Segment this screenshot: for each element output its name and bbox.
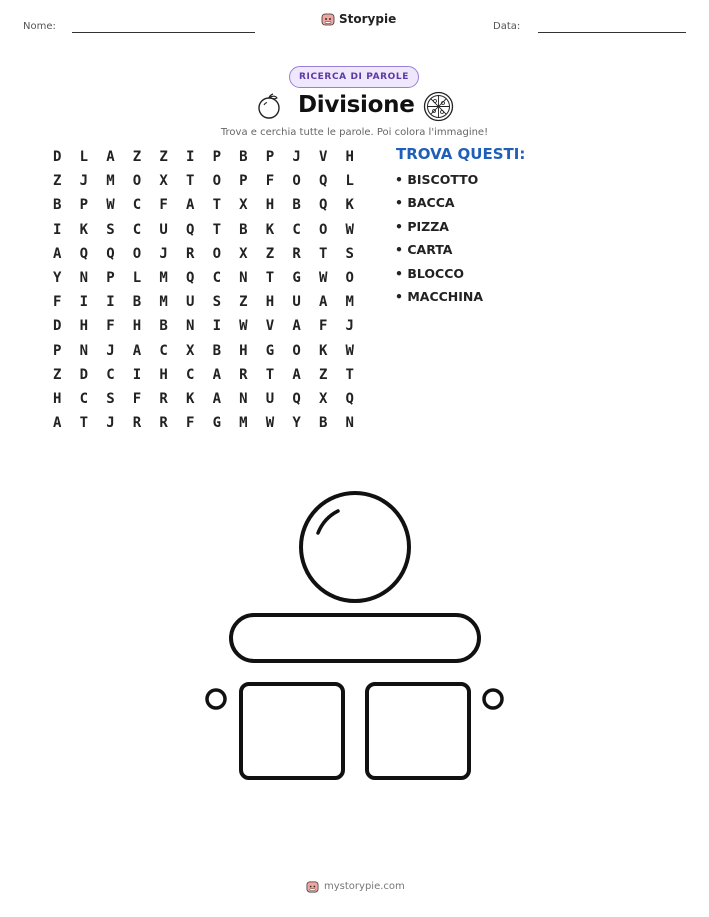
- picture-bar[interactable]: [231, 615, 479, 661]
- grid-letter[interactable]: T: [79, 415, 89, 432]
- grid-letter[interactable]: P: [212, 149, 221, 165]
- grid-letter[interactable]: R: [239, 366, 248, 383]
- grid-letter[interactable]: A: [292, 366, 301, 383]
- grid-row: [46, 148, 365, 172]
- grid-letter[interactable]: F: [132, 390, 142, 407]
- grid-letter[interactable]: V: [265, 318, 275, 335]
- grid-letter[interactable]: S: [212, 294, 221, 311]
- grid-row: [46, 245, 365, 269]
- grid-letter[interactable]: K: [345, 197, 354, 214]
- grid-letter[interactable]: M: [239, 415, 248, 432]
- grid-letter[interactable]: K: [265, 221, 275, 238]
- grid-letter[interactable]: I: [185, 149, 195, 165]
- grid-row: [46, 196, 365, 220]
- footer: [306, 880, 405, 893]
- grid-letter[interactable]: N: [185, 318, 195, 335]
- grid-letter[interactable]: J: [79, 173, 89, 190]
- grid-letter[interactable]: C: [159, 342, 168, 359]
- grid-letter[interactable]: T: [265, 366, 275, 383]
- grid-letter[interactable]: W: [318, 269, 328, 286]
- grid-letter[interactable]: B: [212, 342, 221, 359]
- grid-letter[interactable]: I: [79, 294, 89, 311]
- grid-letter[interactable]: S: [345, 245, 354, 262]
- word-list: [395, 170, 483, 310]
- grid-row: [46, 342, 365, 366]
- grid-letter[interactable]: Z: [318, 366, 328, 383]
- grid-row: [46, 390, 365, 414]
- grid-letter[interactable]: S: [106, 221, 115, 238]
- grid-letter[interactable]: T: [318, 245, 328, 262]
- grid-letter[interactable]: T: [345, 366, 354, 383]
- grid-letter[interactable]: R: [159, 415, 168, 432]
- grid-letter[interactable]: D: [79, 366, 89, 383]
- grid-letter[interactable]: C: [79, 390, 89, 407]
- grid-letter[interactable]: P: [79, 197, 89, 214]
- grid-letter[interactable]: B: [239, 149, 248, 165]
- grid-letter[interactable]: L: [345, 173, 354, 190]
- name-label: Nome:: [23, 21, 56, 32]
- grid-letter[interactable]: U: [292, 294, 301, 311]
- grid-letter[interactable]: F: [265, 173, 275, 190]
- grid-letter[interactable]: Z: [53, 366, 62, 383]
- grid-letter[interactable]: B: [292, 197, 301, 214]
- grid-letter[interactable]: A: [185, 197, 195, 214]
- grid-letter[interactable]: O: [212, 245, 221, 262]
- grid-letter[interactable]: R: [185, 245, 195, 262]
- grid-letter[interactable]: R: [132, 415, 142, 432]
- grid-letter[interactable]: F: [185, 415, 195, 432]
- grid-letter[interactable]: N: [239, 269, 248, 286]
- grid-letter[interactable]: D: [53, 149, 62, 165]
- grid-letter[interactable]: P: [106, 269, 115, 286]
- word-item: • BACCA: [395, 195, 455, 211]
- name-line[interactable]: [72, 32, 255, 33]
- grid-letter[interactable]: M: [106, 173, 115, 190]
- grid-letter[interactable]: W: [239, 318, 248, 335]
- brand-name: Storypie: [339, 12, 397, 26]
- grid-letter[interactable]: I: [212, 318, 221, 335]
- grid-letter[interactable]: F: [106, 318, 115, 335]
- grid-letter[interactable]: J: [106, 415, 115, 432]
- grid-letter[interactable]: O: [132, 245, 142, 262]
- grid-letter[interactable]: N: [79, 269, 89, 286]
- grid-letter[interactable]: O: [132, 173, 142, 190]
- grid-letter[interactable]: Y: [53, 269, 62, 286]
- grid-letter[interactable]: A: [132, 342, 142, 359]
- grid-letter[interactable]: A: [212, 390, 221, 407]
- grid-letter[interactable]: Z: [239, 294, 248, 311]
- grid-letter[interactable]: T: [212, 197, 221, 214]
- grid-letter[interactable]: F: [159, 197, 168, 214]
- brand-logo: [321, 12, 396, 26]
- grid-letter[interactable]: W: [106, 197, 115, 214]
- grid-letter[interactable]: U: [159, 221, 168, 238]
- grid-letter[interactable]: O: [212, 173, 221, 190]
- grid-row: [46, 414, 365, 438]
- grid-letter[interactable]: Q: [185, 221, 195, 238]
- grid-letter[interactable]: C: [185, 366, 195, 383]
- grid-letter[interactable]: R: [292, 245, 301, 262]
- grid-letter[interactable]: Y: [292, 415, 301, 432]
- grid-letter[interactable]: A: [212, 366, 221, 383]
- grid-letter[interactable]: C: [106, 366, 115, 383]
- picture-box-right[interactable]: [367, 684, 469, 778]
- grid-letter[interactable]: O: [292, 342, 301, 359]
- grid-row: [46, 293, 365, 317]
- word-search-grid[interactable]: [46, 148, 365, 438]
- category-badge: RICERCA DI PAROLE: [289, 66, 419, 88]
- grid-letter[interactable]: O: [318, 221, 328, 238]
- grid-letter[interactable]: Z: [265, 245, 275, 262]
- grid-letter[interactable]: B: [318, 415, 328, 432]
- word-item: • PIZZA: [395, 218, 449, 234]
- grid-letter[interactable]: N: [79, 342, 89, 359]
- grid-letter[interactable]: Q: [79, 245, 89, 262]
- grid-letter[interactable]: U: [265, 390, 275, 407]
- word-item: • BISCOTTO: [395, 172, 479, 187]
- grid-letter[interactable]: B: [53, 197, 62, 214]
- date-label: Data:: [493, 21, 521, 32]
- grid-letter[interactable]: M: [159, 269, 168, 286]
- grid-letter[interactable]: A: [106, 149, 115, 165]
- grid-letter[interactable]: X: [239, 245, 248, 262]
- grid-letter[interactable]: X: [185, 342, 195, 359]
- grid-letter[interactable]: Z: [132, 149, 142, 165]
- grid-letter[interactable]: H: [265, 197, 275, 214]
- grid-letter[interactable]: S: [106, 390, 115, 407]
- grid-letter[interactable]: A: [53, 245, 62, 262]
- grid-letter[interactable]: P: [53, 342, 62, 359]
- grid-letter[interactable]: I: [106, 294, 115, 311]
- grid-letter[interactable]: Q: [292, 390, 301, 407]
- footer-url[interactable]: mystorypie.com: [324, 881, 405, 892]
- grid-letter[interactable]: B: [239, 221, 248, 238]
- grid-letter[interactable]: C: [212, 269, 221, 286]
- grid-letter[interactable]: K: [185, 390, 195, 407]
- grid-letter[interactable]: L: [132, 269, 142, 286]
- word-item: • BLOCCO: [395, 265, 464, 281]
- grid-letter[interactable]: X: [159, 173, 168, 190]
- grid-letter[interactable]: T: [212, 221, 221, 238]
- grid-letter[interactable]: C: [292, 221, 301, 238]
- grid-letter[interactable]: F: [53, 294, 62, 311]
- grid-letter[interactable]: W: [345, 342, 354, 359]
- grid-letter[interactable]: B: [159, 318, 168, 335]
- grid-letter[interactable]: W: [345, 221, 354, 238]
- grid-letter[interactable]: T: [265, 269, 275, 286]
- grid-letter[interactable]: H: [239, 342, 248, 359]
- grid-letter[interactable]: A: [292, 318, 301, 335]
- grid-letter[interactable]: M: [159, 294, 168, 311]
- grid-letter[interactable]: L: [79, 149, 89, 165]
- grid-letter[interactable]: H: [265, 294, 275, 311]
- grid-letter[interactable]: G: [292, 269, 301, 286]
- grid-row: [46, 172, 365, 196]
- grid-row: [46, 317, 365, 341]
- grid-letter[interactable]: C: [132, 197, 142, 214]
- grid-letter[interactable]: F: [318, 318, 328, 335]
- grid-letter[interactable]: U: [185, 294, 195, 311]
- grid-letter[interactable]: V: [318, 149, 328, 165]
- storypie-logo-icon: [306, 880, 319, 893]
- grid-letter[interactable]: M: [345, 294, 354, 311]
- grid-letter[interactable]: P: [239, 173, 248, 190]
- grid-letter[interactable]: H: [53, 390, 62, 407]
- grid-letter[interactable]: Z: [53, 173, 62, 190]
- grid-row: [46, 269, 365, 293]
- grid-letter[interactable]: H: [345, 149, 354, 165]
- grid-letter[interactable]: Q: [318, 197, 328, 214]
- storypie-logo-icon: [321, 12, 335, 26]
- grid-letter[interactable]: X: [239, 197, 248, 214]
- grid-letter[interactable]: J: [106, 342, 115, 359]
- grid-letter[interactable]: H: [159, 366, 168, 383]
- grid-letter[interactable]: Q: [318, 173, 328, 190]
- picture-small-dot-right[interactable]: [484, 690, 502, 708]
- grid-letter[interactable]: G: [265, 342, 275, 359]
- grid-letter[interactable]: Z: [159, 149, 168, 165]
- grid-letter[interactable]: I: [53, 221, 62, 238]
- instructions: Trova e cerchia tutte le parole. Poi colora l'immagine!: [220, 127, 489, 138]
- page-title: Divisione: [298, 92, 415, 118]
- pizza-icon: [423, 91, 454, 122]
- grid-letter[interactable]: I: [132, 366, 142, 383]
- word-item: • MACCHINA: [395, 288, 484, 304]
- grid-letter[interactable]: O: [292, 173, 301, 190]
- grid-letter[interactable]: J: [159, 245, 168, 262]
- grid-letter[interactable]: K: [318, 342, 328, 359]
- grid-letter[interactable]: J: [292, 149, 301, 165]
- grid-letter[interactable]: H: [132, 318, 142, 335]
- grid-letter[interactable]: K: [79, 221, 89, 238]
- grid-letter[interactable]: B: [132, 294, 142, 311]
- grid-letter[interactable]: Q: [106, 245, 115, 262]
- orange-icon: [256, 92, 282, 120]
- grid-letter[interactable]: C: [132, 221, 142, 238]
- picture-highlight: [318, 511, 338, 533]
- grid-row: [46, 366, 365, 390]
- grid-letter[interactable]: T: [185, 173, 195, 190]
- grid-row: [46, 221, 365, 245]
- word-item: • CARTA: [395, 242, 453, 258]
- grid-letter[interactable]: A: [53, 415, 62, 432]
- coloring-picture[interactable]: [200, 488, 510, 788]
- grid-letter[interactable]: X: [318, 390, 328, 407]
- grid-letter[interactable]: D: [53, 318, 62, 335]
- grid-letter[interactable]: P: [265, 149, 275, 165]
- grid-letter[interactable]: Q: [345, 390, 354, 407]
- grid-letter[interactable]: W: [265, 415, 275, 432]
- picture-small-dot-left[interactable]: [207, 690, 225, 708]
- grid-letter[interactable]: Q: [185, 269, 195, 286]
- grid-letter[interactable]: O: [345, 269, 354, 286]
- grid-letter[interactable]: R: [159, 390, 168, 407]
- grid-letter[interactable]: N: [345, 415, 354, 432]
- grid-letter[interactable]: J: [345, 318, 354, 335]
- word-list-title: TROVA QUESTI:: [396, 145, 526, 163]
- grid-letter[interactable]: G: [212, 415, 221, 432]
- grid-letter[interactable]: H: [79, 318, 89, 335]
- date-line[interactable]: [538, 32, 686, 33]
- picture-circle[interactable]: [301, 493, 409, 601]
- picture-box-left[interactable]: [241, 684, 343, 778]
- grid-letter[interactable]: A: [318, 294, 328, 311]
- grid-letter[interactable]: N: [239, 390, 248, 407]
